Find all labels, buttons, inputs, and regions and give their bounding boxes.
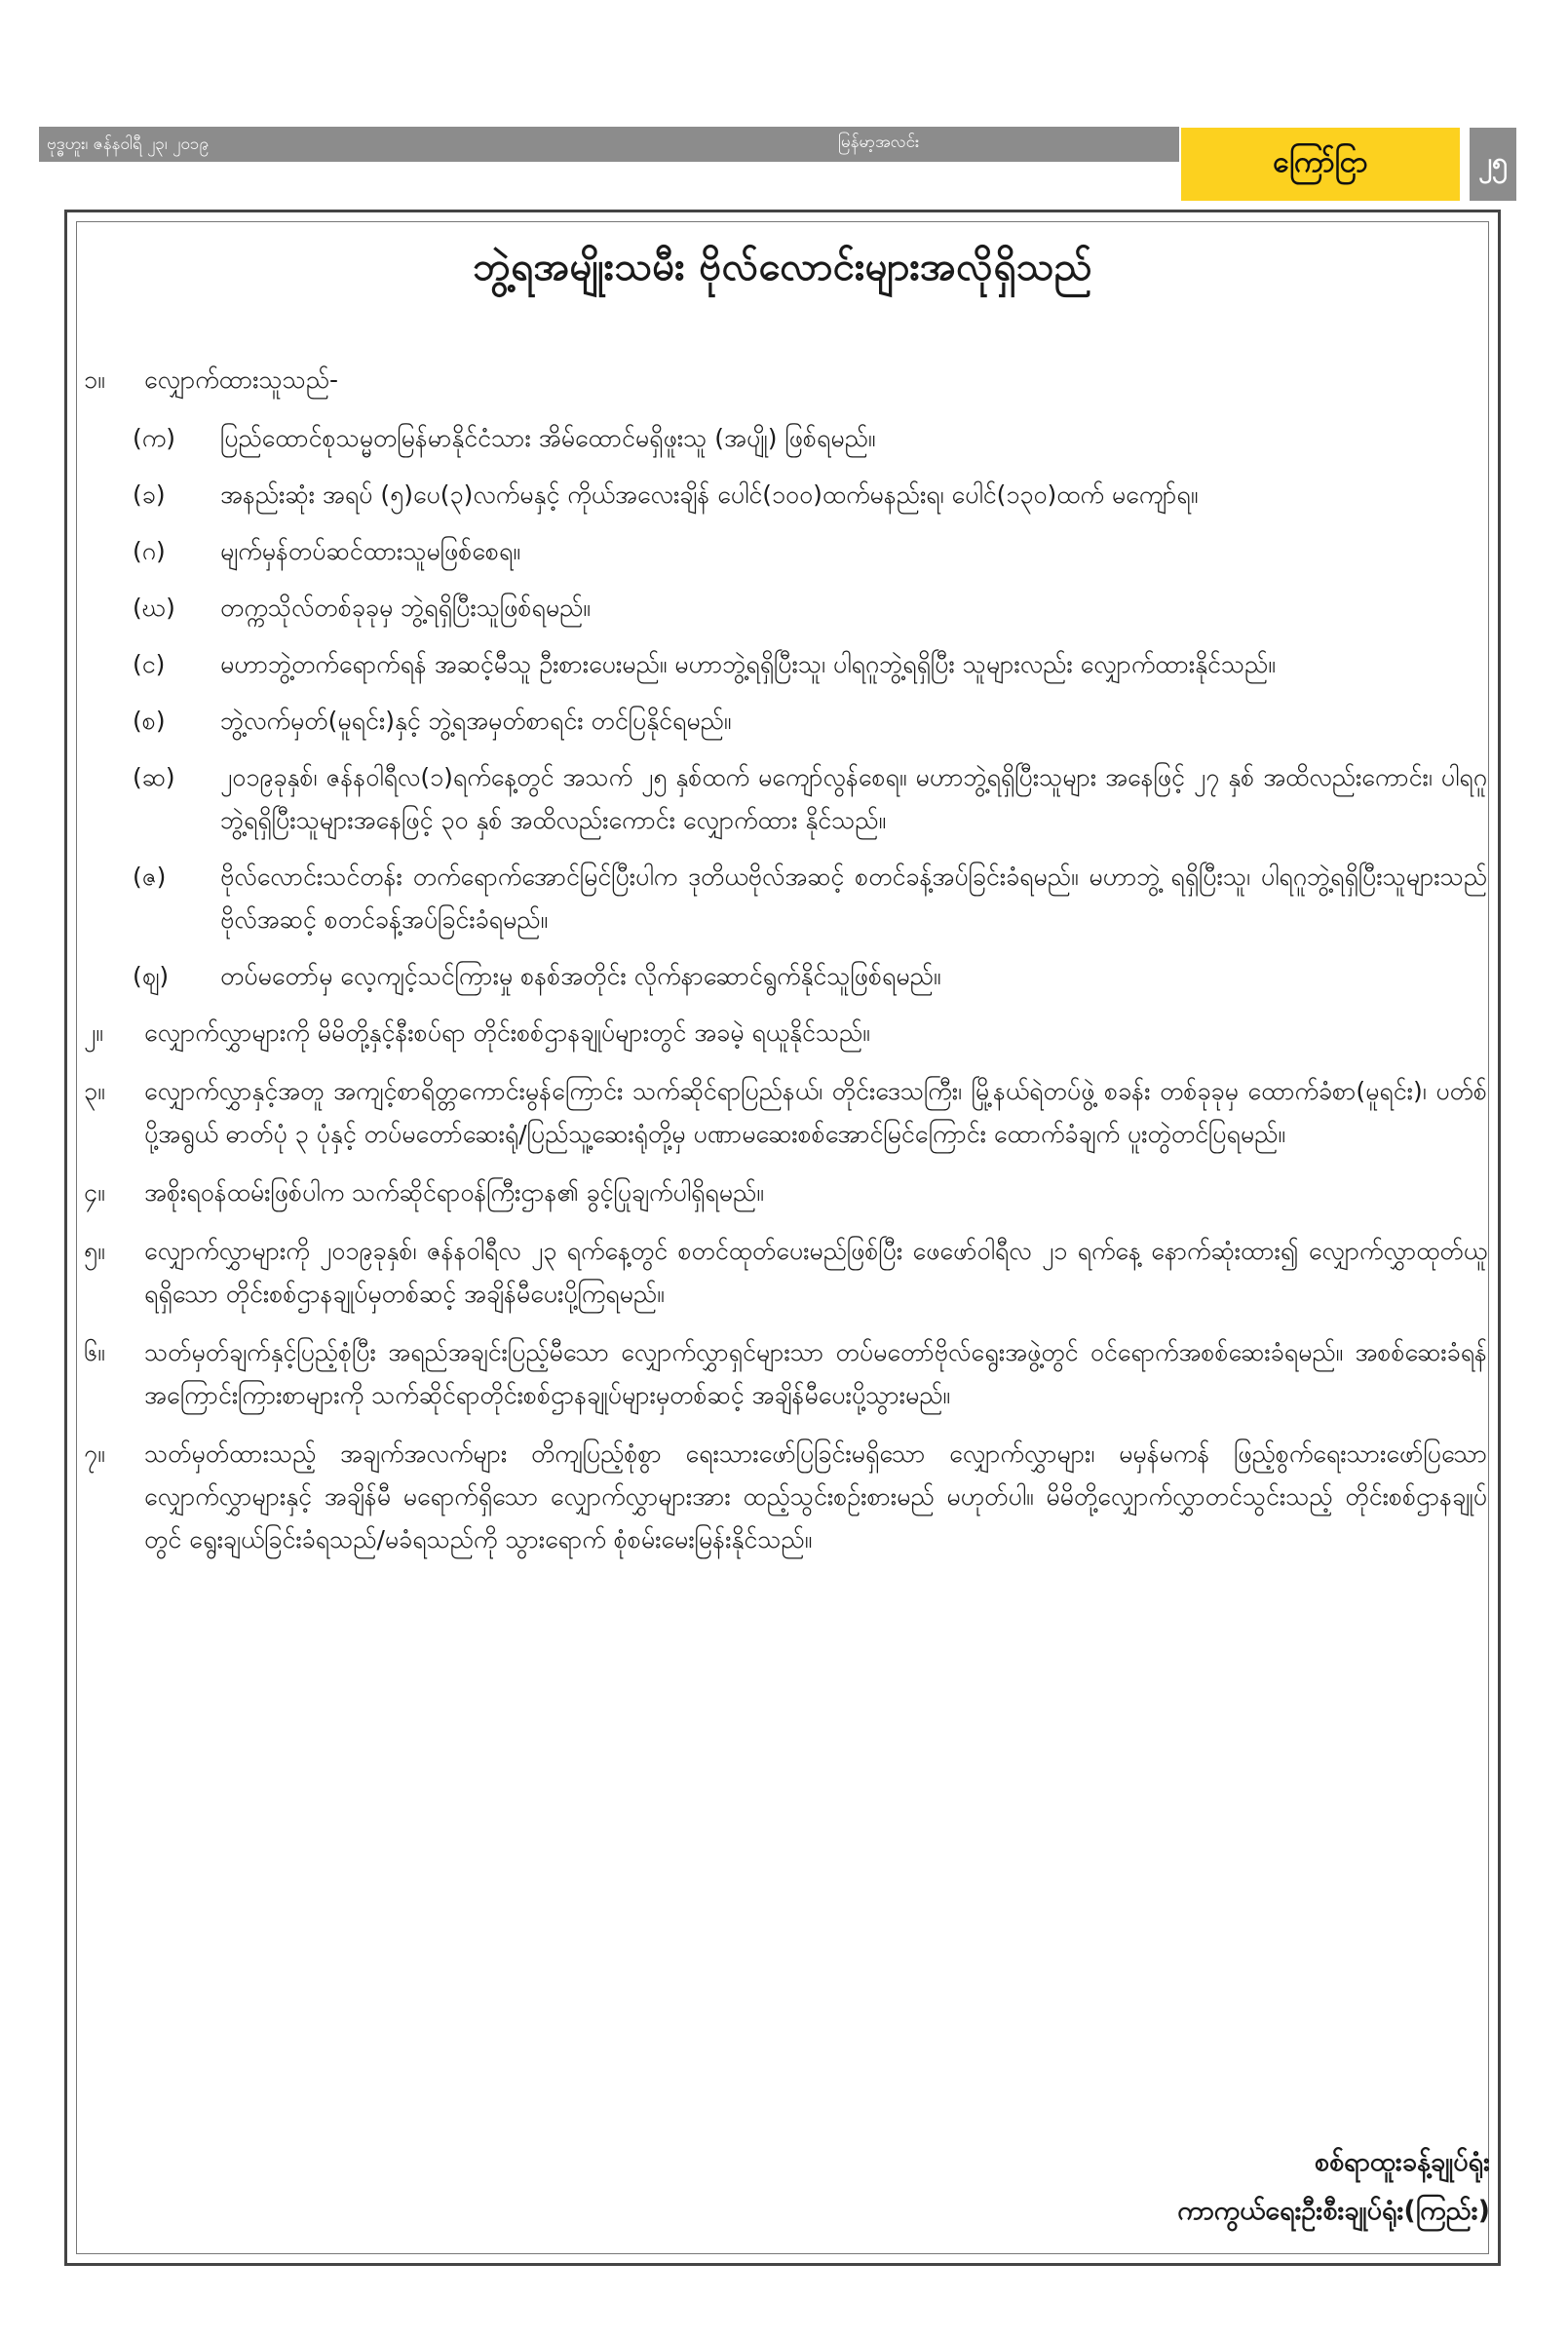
item-label: (ဇ) xyxy=(133,863,167,891)
paragraph-text: အစိုးရဝန်ထမ်းဖြစ်ပါက သက်ဆိုင်ရာဝန်ကြီးဌာန၏ ခွင့်ပြုချက်ပါရှိရမည်။ xyxy=(144,1178,764,1207)
paragraph-6 xyxy=(84,1331,1487,1417)
list-item xyxy=(133,417,1487,460)
paragraph-text: လျှောက်ထားသူသည်- xyxy=(144,365,339,394)
list-item xyxy=(133,587,1487,630)
item-text: ပြည်ထောင်စုသမ္မတမြန်မာနိုင်ငံသား အိမ်ထောင်မရှိဖူးသူ (အပျို) ဖြစ်ရမည်။ xyxy=(220,424,876,452)
item-label: (ဆ) xyxy=(133,763,175,791)
item-text: ၂၀၁၉ခုနှစ်၊ ဇန်နဝါရီလ(၁)ရက်နေ့တွင် အသက် ၂၅ နှစ်ထက် မကျော်လွန်စေရ။ မဟာဘွဲ့ရရှိပြီးသူများ အနေဖြင့် ၂၇ နှစ် အထိလည်းကောင်း၊ ပါရဂူဘွဲ့ရရှိပြီးသူများအနေဖြင့် ၃၀ နှစ် အထိလည်းကောင်း လျှောက်ထား နိုင်သည်။ xyxy=(220,763,1487,834)
paragraph-7 xyxy=(84,1433,1487,1561)
list-item xyxy=(133,474,1487,517)
item-text: အနည်းဆုံး အရပ် (၅)ပေ(၃)လက်မနှင့် ကိုယ်အလေးချိန် ပေါင်(၁၀၀)ထက်မနည်းရ၊ ပေါင်(၁၃၀)ထက် မကျော်ရ။ xyxy=(220,480,1199,509)
notice-body xyxy=(84,359,1487,1577)
paragraph-text: သတ်မှတ်ချက်နှင့်ပြည့်စုံပြီး အရည်အချင်းပြည့်မီသော လျှောက်လွှာရှင်များသာ တပ်မတော်ဗိုလ်ရွေးအဖွဲ့တွင် ဝင်ရောက်အစစ်ဆေးခံရမည်။ အစစ်ဆေးခံရန် အကြောင်းကြားစာများကို သက်ဆိုင်ရာတိုင်းစစ်ဌာနချုပ်များမှတစ်ဆင့် အချိန်မီပေးပို့သွားမည်။ xyxy=(144,1338,1487,1409)
paragraph-number: ၇။ xyxy=(84,1439,105,1468)
list-item xyxy=(133,643,1487,686)
paragraph-5 xyxy=(84,1230,1487,1316)
paragraph-number: ၁။ xyxy=(84,365,105,394)
header-bar xyxy=(39,127,1179,162)
list-item xyxy=(133,756,1487,842)
list-item xyxy=(133,955,1487,998)
paragraph-number: ၅။ xyxy=(84,1237,105,1265)
paragraph-text: သတ်မှတ်ထားသည့် အချက်အလက်များ တိကျပြည့်စုံစွာ ရေးသားဖော်ပြခြင်းမရှိသော လျှောက်လွှာများ၊ မမှန်မကန် ဖြည့်စွက်ရေးသားဖော်ပြသော လျှောက်လွှာများနှင့် အချိန်မီ မရောက်ရှိသော လျှောက်လွှာများအား ထည့်သွင်းစဉ်းစားမည် မဟုတ်ပါ။ မိမိတို့လျှောက်လွှာတင်သွင်းသည့် တိုင်းစစ်ဌာနချုပ်တွင် ရွေးချယ်ခြင်းခံရသည်/မခံရသည်ကို သွားရောက် စုံစမ်းမေးမြန်းနိုင်သည်။ xyxy=(144,1439,1487,1553)
item-text: တက္ကသိုလ်တစ်ခုခုမှ ဘွဲ့ရရှိပြီးသူဖြစ်ရမည်။ xyxy=(220,594,591,622)
item-label: (က) xyxy=(133,424,175,452)
paragraph-4 xyxy=(84,1171,1487,1214)
paragraph-number: ၄။ xyxy=(84,1178,105,1207)
signature-block xyxy=(1177,2138,1490,2236)
item-text: ဘွဲ့လက်မှတ်(မူရင်း)နှင့် ဘွဲ့ရအမှတ်စာရင်း တင်ပြနိုင်ရမည်။ xyxy=(220,707,732,735)
section-label: ကြော်ငြာ xyxy=(1181,128,1460,201)
issuing-office: စစ်ရာထူးခန့်ချုပ်ရုံး xyxy=(1314,2147,1490,2177)
paragraph-text: လျှောက်လွှာများကို မိမိတို့နှင့်နီးစပ်ရာ တိုင်းစစ်ဌာနချုပ်များတွင် အခမဲ့ ရယူနိုင်သည်။ xyxy=(144,1018,870,1047)
paragraph-2 xyxy=(84,1012,1487,1054)
item-label: (ဃ) xyxy=(133,594,175,622)
list-item xyxy=(133,700,1487,743)
paragraph-text: လျှောက်လွှာနှင့်အတူ အကျင့်စာရိတ္တကောင်းမွန်ကြောင်း သက်ဆိုင်ရာပြည်နယ်၊ တိုင်းဒေသကြီး၊ မြို့နယ်ရဲတပ်ဖွဲ့ စခန်း တစ်ခုခုမှ ထောက်ခံစာ(မူရင်း)၊ ပတ်စ်ပို့အရွယ် ဓာတ်ပုံ ၃ ပုံနှင့် တပ်မတော်ဆေးရုံ/ပြည်သူ့ဆေးရုံတို့မှ ပဏာမဆေးစစ်အောင်မြင်ကြောင်း ထောက်ခံချက် ပူးတွဲတင်ပြရမည်။ xyxy=(144,1077,1487,1148)
item-label: (င) xyxy=(133,650,166,678)
item-label: (ဈ) xyxy=(133,962,170,990)
list-item xyxy=(133,856,1487,941)
item-label: (ခ) xyxy=(133,480,166,509)
paragraph-number: ၆။ xyxy=(84,1338,105,1366)
paragraph-number: ၂။ xyxy=(84,1018,103,1047)
paragraph-number: ၃။ xyxy=(84,1077,105,1105)
issuing-department: ကာကွယ်ရေးဦးစီးချုပ်ရုံး(ကြည်း) xyxy=(1177,2196,1490,2226)
list-item xyxy=(133,530,1487,573)
paragraph-text: လျှောက်လွှာများကို ၂၀၁၉ခုနှစ်၊ ဇန်နဝါရီလ ၂၃ ရက်နေ့တွင် စတင်ထုတ်ပေးမည်ဖြစ်ပြီး ဖေဖော်ဝါရီလ ၂၁ ရက်နေ့ နောက်ဆုံးထား၍ လျှောက်လွှာထုတ်ယူရရှိသော တိုင်းစစ်ဌာနချုပ်မှတစ်ဆင့် အချိန်မီပေးပို့ကြရမည်။ xyxy=(144,1237,1487,1308)
issue-date: ဗုဒ္ဓဟူး၊ ဇန်နဝါရီ ၂၃၊ ၂၀၁၉ xyxy=(47,134,210,154)
item-label: (ဂ) xyxy=(133,537,166,565)
paragraph-1 xyxy=(84,359,1487,402)
page-number: ၂၅ xyxy=(1470,128,1516,201)
item-text: မဟာဘွဲ့တက်ရောက်ရန် အဆင့်မီသူ ဦးစားပေးမည်။ မဟာဘွဲ့ရရှိပြီးသူ၊ ပါရဂူဘွဲ့ရရှိပြီး သူများလည်း လျှောက်ထားနိုင်သည်။ xyxy=(220,650,1276,678)
item-label: (စ) xyxy=(133,707,166,735)
notice-title: ဘွဲ့ရအမျိုးသမီး ဗိုလ်လောင်းများအလိုရှိသည် xyxy=(472,245,1093,289)
item-text: တပ်မတော်မှ လေ့ကျင့်သင်ကြားမှု စနစ်အတိုင်း လိုက်နာဆောင်ရွက်နိုင်သူဖြစ်ရမည်။ xyxy=(220,962,941,990)
item-text: ဗိုလ်လောင်းသင်တန်း တက်ရောက်အောင်မြင်ပြီးပါက ဒုတိယဗိုလ်အဆင့် စတင်ခန့်အပ်ခြင်းခံရမည်။ မဟာဘွဲ့ ရရှိပြီးသူ၊ ပါရဂူဘွဲ့ရရှိပြီးသူများသည် ဗိုလ်အဆင့် စတင်ခန့်အပ်ခြင်းခံရမည်။ xyxy=(220,863,1487,934)
item-text: မျက်မှန်တပ်ဆင်ထားသူမဖြစ်စေရ။ xyxy=(220,537,520,565)
paragraph-3 xyxy=(84,1070,1487,1156)
newspaper-name: မြန်မာ့အလင်း xyxy=(838,133,920,152)
